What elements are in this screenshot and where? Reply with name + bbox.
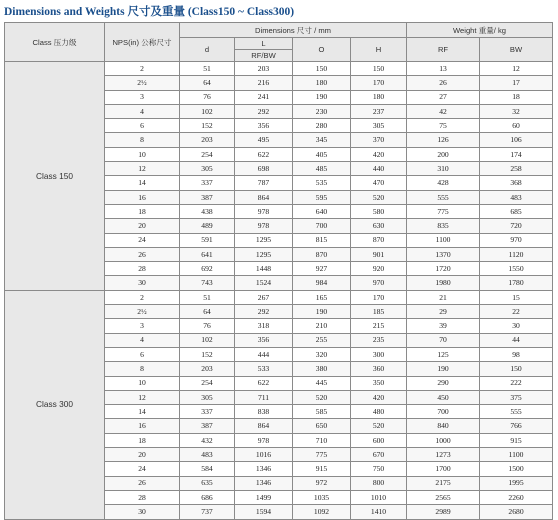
dimensions-weights-table [4,22,553,520]
rf-cell: 42 [407,104,480,118]
rf-cell: 1980 [407,276,480,290]
bw-cell: 1550 [480,262,553,276]
o-cell: 585 [293,405,351,419]
d-cell: 51 [180,290,235,304]
o-cell: 320 [293,347,351,361]
rf-cell: 2175 [407,476,480,490]
o-cell: 775 [293,448,351,462]
bw-cell: 222 [480,376,553,390]
l-cell: 622 [235,147,293,161]
nps-cell: 30 [105,276,180,290]
bw-cell: 766 [480,419,553,433]
h-cell: 170 [351,76,407,90]
rf-cell: 775 [407,204,480,218]
rf-cell: 26 [407,76,480,90]
o-cell: 815 [293,233,351,247]
l-cell: 864 [235,419,293,433]
l-cell: 292 [235,104,293,118]
header-class: Class 压力级 [5,23,105,62]
nps-cell: 8 [105,133,180,147]
l-cell: 1346 [235,476,293,490]
rf-cell: 1720 [407,262,480,276]
bw-cell: 685 [480,204,553,218]
o-cell: 595 [293,190,351,204]
rf-cell: 2565 [407,490,480,504]
nps-cell: 18 [105,204,180,218]
h-cell: 370 [351,133,407,147]
o-cell: 255 [293,333,351,347]
h-cell: 470 [351,176,407,190]
o-cell: 972 [293,476,351,490]
h-cell: 420 [351,390,407,404]
o-cell: 650 [293,419,351,433]
h-cell: 150 [351,62,407,76]
l-cell: 711 [235,390,293,404]
rf-cell: 1000 [407,433,480,447]
o-cell: 180 [293,76,351,90]
d-cell: 64 [180,76,235,90]
nps-cell: 16 [105,190,180,204]
l-cell: 864 [235,190,293,204]
nps-cell: 30 [105,505,180,519]
rf-cell: 428 [407,176,480,190]
bw-cell: 720 [480,219,553,233]
l-cell: 1346 [235,462,293,476]
nps-cell: 4 [105,104,180,118]
nps-cell: 12 [105,162,180,176]
bw-cell: 12 [480,62,553,76]
d-cell: 102 [180,333,235,347]
nps-cell: 24 [105,233,180,247]
nps-cell: 2½ [105,305,180,319]
o-cell: 535 [293,176,351,190]
d-cell: 64 [180,305,235,319]
d-cell: 305 [180,390,235,404]
nps-cell: 3 [105,90,180,104]
d-cell: 203 [180,133,235,147]
l-cell: 978 [235,204,293,218]
h-cell: 235 [351,333,407,347]
class-label: Class 300 [5,290,105,519]
o-cell: 405 [293,147,351,161]
bw-cell: 555 [480,405,553,419]
d-cell: 387 [180,419,235,433]
bw-cell: 30 [480,319,553,333]
h-cell: 520 [351,419,407,433]
rf-cell: 1700 [407,462,480,476]
bw-cell: 18 [480,90,553,104]
h-cell: 901 [351,247,407,261]
rf-cell: 1273 [407,448,480,462]
bw-cell: 1120 [480,247,553,261]
bw-cell: 106 [480,133,553,147]
h-cell: 237 [351,104,407,118]
header-d: d [180,38,235,62]
bw-cell: 258 [480,162,553,176]
d-cell: 483 [180,448,235,462]
o-cell: 927 [293,262,351,276]
nps-cell: 26 [105,476,180,490]
d-cell: 254 [180,147,235,161]
class-label: Class 150 [5,62,105,291]
o-cell: 190 [293,305,351,319]
rf-cell: 700 [407,405,480,419]
nps-cell: 24 [105,462,180,476]
d-cell: 337 [180,176,235,190]
l-cell: 787 [235,176,293,190]
l-cell: 1295 [235,233,293,247]
l-cell: 978 [235,433,293,447]
o-cell: 345 [293,133,351,147]
l-cell: 318 [235,319,293,333]
nps-cell: 2½ [105,76,180,90]
header-bw: BW [480,38,553,62]
header-l-sub: RF/BW [235,50,293,62]
bw-cell: 970 [480,233,553,247]
h-cell: 870 [351,233,407,247]
l-cell: 267 [235,290,293,304]
header-h: H [351,38,407,62]
d-cell: 337 [180,405,235,419]
d-cell: 641 [180,247,235,261]
header-rf: RF [407,38,480,62]
l-cell: 1295 [235,247,293,261]
h-cell: 300 [351,347,407,361]
bw-cell: 1780 [480,276,553,290]
nps-cell: 2 [105,62,180,76]
nps-cell: 16 [105,419,180,433]
d-cell: 591 [180,233,235,247]
bw-cell: 915 [480,433,553,447]
h-cell: 1410 [351,505,407,519]
bw-cell: 2260 [480,490,553,504]
rf-cell: 290 [407,376,480,390]
o-cell: 700 [293,219,351,233]
h-cell: 600 [351,433,407,447]
o-cell: 165 [293,290,351,304]
h-cell: 185 [351,305,407,319]
h-cell: 670 [351,448,407,462]
rf-cell: 450 [407,390,480,404]
bw-cell: 174 [480,147,553,161]
l-cell: 533 [235,362,293,376]
l-cell: 356 [235,333,293,347]
h-cell: 800 [351,476,407,490]
nps-cell: 12 [105,390,180,404]
rf-cell: 1370 [407,247,480,261]
h-cell: 440 [351,162,407,176]
d-cell: 76 [180,90,235,104]
header-nps: NPS(in) 公称尺寸 [105,23,180,62]
d-cell: 387 [180,190,235,204]
h-cell: 1010 [351,490,407,504]
l-cell: 241 [235,90,293,104]
h-cell: 920 [351,262,407,276]
bw-cell: 1995 [480,476,553,490]
l-cell: 1448 [235,262,293,276]
o-cell: 445 [293,376,351,390]
h-cell: 480 [351,405,407,419]
bw-cell: 150 [480,362,553,376]
d-cell: 152 [180,347,235,361]
d-cell: 102 [180,104,235,118]
d-cell: 51 [180,62,235,76]
header-weight: Weight 重量/ kg [407,23,553,38]
d-cell: 692 [180,262,235,276]
d-cell: 203 [180,362,235,376]
nps-cell: 14 [105,405,180,419]
bw-cell: 1500 [480,462,553,476]
o-cell: 1092 [293,505,351,519]
rf-cell: 2989 [407,505,480,519]
rf-cell: 125 [407,347,480,361]
bw-cell: 368 [480,176,553,190]
header-o: O [293,38,351,62]
nps-cell: 28 [105,490,180,504]
nps-cell: 26 [105,247,180,261]
nps-cell: 28 [105,262,180,276]
o-cell: 280 [293,119,351,133]
l-cell: 356 [235,119,293,133]
table-body [5,62,553,520]
l-cell: 203 [235,62,293,76]
d-cell: 305 [180,162,235,176]
table-row [5,62,553,76]
header-dimensions: Dimensions 尺寸 / mm [180,23,407,38]
h-cell: 180 [351,90,407,104]
h-cell: 630 [351,219,407,233]
rf-cell: 70 [407,333,480,347]
h-cell: 520 [351,190,407,204]
rf-cell: 555 [407,190,480,204]
h-cell: 750 [351,462,407,476]
l-cell: 978 [235,219,293,233]
h-cell: 360 [351,362,407,376]
bw-cell: 2680 [480,505,553,519]
rf-cell: 190 [407,362,480,376]
bw-cell: 22 [480,305,553,319]
nps-cell: 10 [105,376,180,390]
rf-cell: 39 [407,319,480,333]
bw-cell: 98 [480,347,553,361]
rf-cell: 21 [407,290,480,304]
nps-cell: 14 [105,176,180,190]
nps-cell: 20 [105,448,180,462]
l-cell: 1499 [235,490,293,504]
o-cell: 710 [293,433,351,447]
l-cell: 444 [235,347,293,361]
d-cell: 432 [180,433,235,447]
o-cell: 1035 [293,490,351,504]
l-cell: 1524 [235,276,293,290]
d-cell: 438 [180,204,235,218]
o-cell: 230 [293,104,351,118]
rf-cell: 310 [407,162,480,176]
rf-cell: 27 [407,90,480,104]
d-cell: 686 [180,490,235,504]
bw-cell: 483 [480,190,553,204]
rf-cell: 200 [407,147,480,161]
page-title: Dimensions and Weights 尺寸及重量 (Class150 ~ Class300) [4,6,295,18]
o-cell: 380 [293,362,351,376]
nps-cell: 2 [105,290,180,304]
header-l: L [235,38,293,50]
h-cell: 215 [351,319,407,333]
rf-cell: 1100 [407,233,480,247]
bw-cell: 375 [480,390,553,404]
o-cell: 190 [293,90,351,104]
h-cell: 970 [351,276,407,290]
o-cell: 870 [293,247,351,261]
l-cell: 292 [235,305,293,319]
bw-cell: 60 [480,119,553,133]
nps-cell: 8 [105,362,180,376]
d-cell: 254 [180,376,235,390]
h-cell: 420 [351,147,407,161]
o-cell: 984 [293,276,351,290]
l-cell: 495 [235,133,293,147]
d-cell: 76 [180,319,235,333]
rf-cell: 75 [407,119,480,133]
o-cell: 210 [293,319,351,333]
bw-cell: 15 [480,290,553,304]
l-cell: 838 [235,405,293,419]
o-cell: 520 [293,390,351,404]
nps-cell: 6 [105,347,180,361]
d-cell: 635 [180,476,235,490]
rf-cell: 840 [407,419,480,433]
nps-cell: 3 [105,319,180,333]
nps-cell: 6 [105,119,180,133]
l-cell: 1594 [235,505,293,519]
nps-cell: 10 [105,147,180,161]
o-cell: 485 [293,162,351,176]
d-cell: 737 [180,505,235,519]
bw-cell: 44 [480,333,553,347]
nps-cell: 4 [105,333,180,347]
o-cell: 640 [293,204,351,218]
l-cell: 216 [235,76,293,90]
rf-cell: 29 [407,305,480,319]
bw-cell: 32 [480,104,553,118]
rf-cell: 835 [407,219,480,233]
d-cell: 152 [180,119,235,133]
d-cell: 743 [180,276,235,290]
o-cell: 915 [293,462,351,476]
bw-cell: 17 [480,76,553,90]
l-cell: 1016 [235,448,293,462]
d-cell: 489 [180,219,235,233]
l-cell: 698 [235,162,293,176]
bw-cell: 1100 [480,448,553,462]
h-cell: 305 [351,119,407,133]
h-cell: 580 [351,204,407,218]
h-cell: 170 [351,290,407,304]
d-cell: 584 [180,462,235,476]
nps-cell: 18 [105,433,180,447]
nps-cell: 20 [105,219,180,233]
rf-cell: 13 [407,62,480,76]
l-cell: 622 [235,376,293,390]
h-cell: 350 [351,376,407,390]
table-row [5,290,553,304]
o-cell: 150 [293,62,351,76]
rf-cell: 126 [407,133,480,147]
